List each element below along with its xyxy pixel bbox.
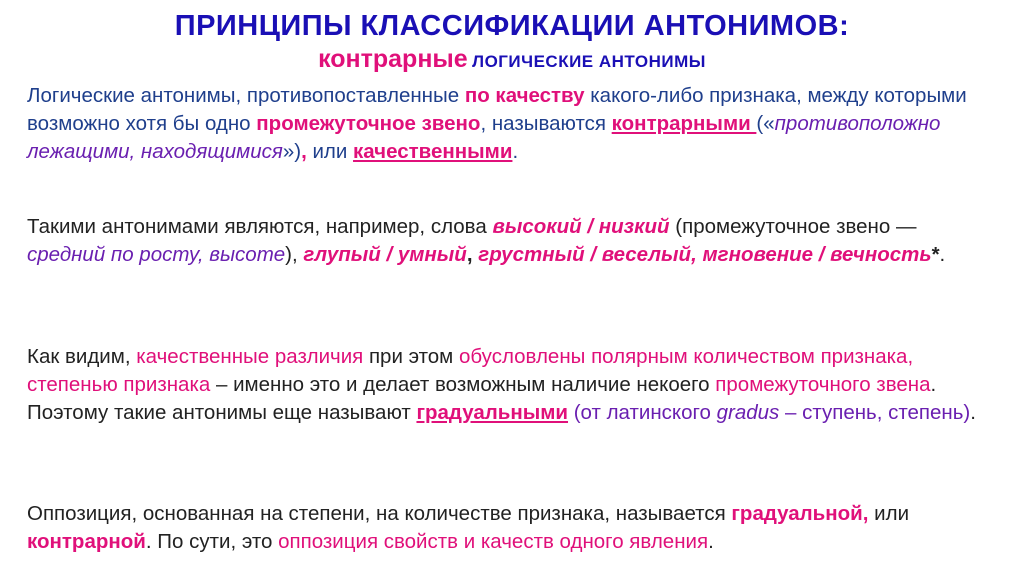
text: – именно это и делает возможным наличие некоего (210, 373, 716, 396)
text: , (466, 243, 479, 266)
text: или (306, 140, 354, 163)
paragraph-examples (27, 213, 987, 269)
text: Такими антонимами являются, например, слова (27, 215, 493, 238)
text: или (868, 502, 910, 525)
highlight-qualitative-differences: качественные различия (136, 345, 364, 368)
highlight-by-quality: по качеству (464, 84, 585, 107)
paragraph-opposition (27, 500, 987, 556)
text: , называются (480, 112, 612, 135)
highlight-polar-quantity: обусловлены полярным количеством признака, степенью признака (27, 345, 914, 396)
highlight-opposition-of-properties: оппозиция свойств и качеств одного явления (278, 530, 709, 553)
text: . (939, 243, 946, 266)
term-contrary: контрарными (611, 112, 757, 135)
gloss-opposite-lying: противоположно лежащими, находящимися (27, 112, 941, 163)
text: ), (285, 243, 304, 266)
example-high-low: высокий / низкий (492, 215, 670, 238)
term-gradual-opposition: градуальной, (731, 502, 869, 525)
text: . (970, 401, 976, 424)
text: . Поэтому такие антонимы еще называют (27, 373, 937, 424)
example-stupid-smart: глупый / умный (303, 243, 467, 266)
text: Как видим, (27, 345, 137, 368)
text: какого-либо признака, между которыми возможно хотя бы одно (27, 84, 967, 135)
text: Логические антонимы, противопоставленные (27, 84, 465, 107)
text-step-degree: – ступень, степень) (779, 401, 971, 424)
term-gradual: градуальными (416, 401, 569, 424)
text: Оппозиция, основанная на степени, на количестве признака, называется (27, 502, 732, 525)
latin-word-gradus: gradus (716, 401, 780, 424)
text: при этом (363, 345, 459, 368)
subtitle-main: контрарные (318, 45, 468, 73)
paragraph-gradual (27, 343, 987, 427)
highlight-intermediate-link: промежуточного звена (715, 373, 931, 396)
text: . По сути, это (145, 530, 279, 553)
text: (« (756, 112, 775, 135)
comma-mark: , (301, 140, 307, 163)
highlight-intermediate-link: промежуточное звено (256, 112, 481, 135)
text: ») (282, 140, 302, 163)
example-medium: средний по росту, высоте (27, 243, 286, 266)
text: . (708, 530, 714, 553)
term-qualitative: качественными (353, 140, 513, 163)
subtitle-rest: ЛОГИЧЕСКИЕ АНТОНИМЫ (472, 52, 706, 71)
asterisk: * (931, 243, 940, 266)
example-sad-merry: грустный / веселый, мгновение / вечность (478, 243, 932, 266)
text: (промежуточное звено — (669, 215, 917, 238)
text-latin-origin: (от латинского (568, 401, 717, 424)
term-contrary-opposition: контрарной (27, 530, 146, 553)
slide-title: ПРИНЦИПЫ КЛАССИФИКАЦИИ АНТОНИМОВ: (174, 10, 850, 42)
text: . (512, 140, 519, 163)
slide-subtitle (0, 45, 1024, 74)
paragraph-definition (27, 82, 987, 166)
